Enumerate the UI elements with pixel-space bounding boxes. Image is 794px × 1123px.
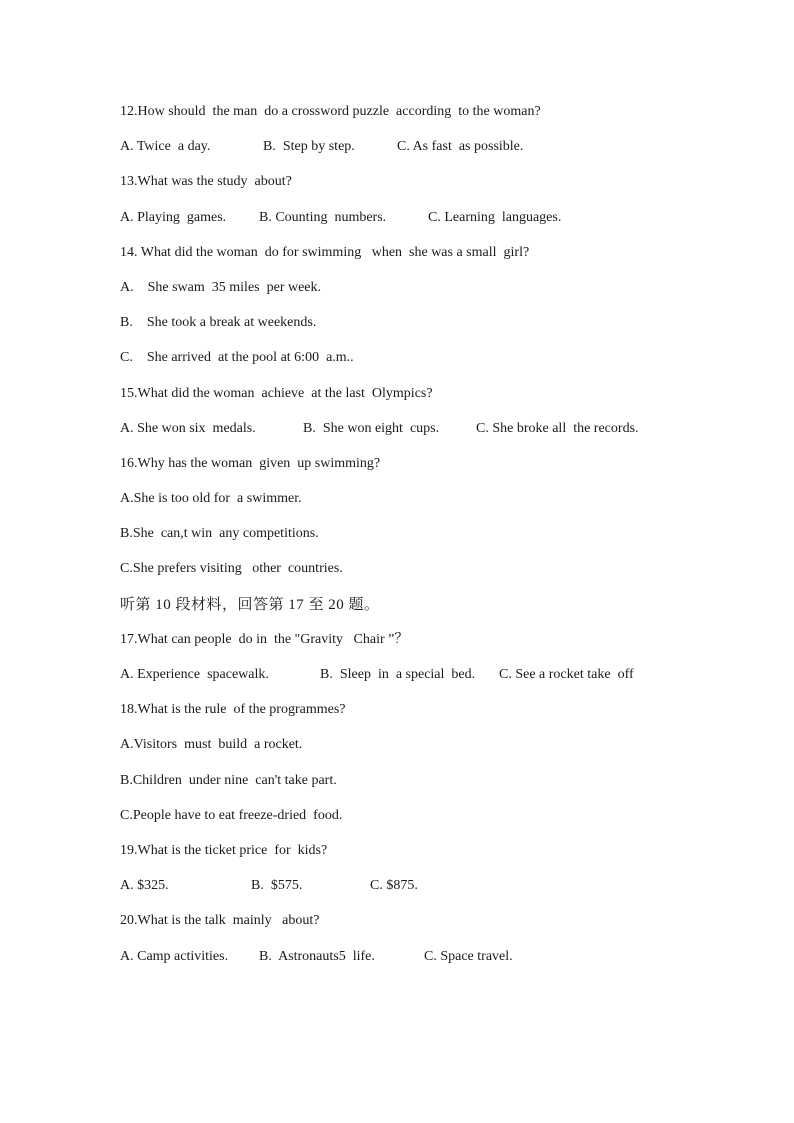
- question-15: 15.What did the woman achieve at the last Olympics?: [120, 385, 433, 401]
- option-20-c: C. Space travel.: [424, 948, 513, 964]
- question-17: 17.What can people do in the "Gravity Chair ”？: [120, 631, 409, 647]
- question-20: 20.What is the talk mainly about?: [120, 913, 320, 929]
- option-16-c: C.She prefers visiting other countries.: [120, 561, 343, 577]
- question-16: 16.Why has the woman given up swimming?: [120, 455, 381, 471]
- options-12: [120, 135, 740, 170]
- option-19-a: A. $325.: [120, 878, 169, 894]
- exam-page: [120, 100, 740, 980]
- question-14: 14. What did the woman do for swimming when she was a small girl?: [120, 244, 530, 260]
- option-16-b: B.She can,t win any competitions.: [120, 526, 319, 542]
- options-17: [120, 663, 740, 698]
- option-20-b: B. Astronauts5 life.: [259, 948, 375, 964]
- options-20: [120, 945, 740, 980]
- option-18-a: A.Visitors must build a rocket.: [120, 737, 303, 753]
- option-18-b: B.Children under nine can't take part.: [120, 772, 337, 788]
- option-17-b: B. Sleep in a special bed.: [320, 667, 476, 682]
- option-13-b: B. Counting numbers.: [259, 209, 387, 225]
- option-12-a: A. Twice a day.: [120, 139, 211, 155]
- option-19-b: B. $575.: [251, 878, 303, 894]
- question-13: 13.What was the study about?: [120, 174, 292, 190]
- option-14-b: B. She took a break at weekends.: [120, 315, 317, 331]
- options-19: [120, 874, 740, 909]
- options-13: [120, 206, 740, 241]
- option-15-b: B. She won eight cups.: [303, 420, 440, 436]
- question-18: 18.What is the rule of the programmes?: [120, 702, 346, 718]
- option-12-b: B. Step by step.: [263, 139, 355, 155]
- option-13-c: C. Learning languages.: [428, 209, 562, 225]
- question-19: 19.What is the ticket price for kids?: [120, 842, 328, 858]
- option-15-c: C. She broke all the records.: [476, 420, 639, 436]
- option-14-a: A. She swam 35 miles per week.: [120, 279, 322, 295]
- option-15-a: A. She won six medals.: [120, 420, 256, 436]
- option-14-c: C. She arrived at the pool at 6:00 a.m..: [120, 350, 354, 366]
- option-17-c: C. See a rocket take off: [499, 667, 634, 682]
- options-15: [120, 417, 740, 452]
- option-18-c: C.People have to eat freeze-dried food.: [120, 807, 343, 823]
- option-19-c: C. $875.: [370, 878, 418, 894]
- option-17-a: A. Experience spacewalk.: [120, 667, 269, 682]
- option-13-a: A. Playing games.: [120, 209, 227, 225]
- question-12: 12.How should the man do a crossword puzzle according to the woman?: [120, 104, 541, 119]
- section-heading: 听第 10 段材料，回答第 17 至 20 题。: [120, 596, 380, 613]
- option-20-a: A. Camp activities.: [120, 948, 229, 964]
- option-12-c: C. As fast as possible.: [397, 139, 524, 155]
- option-16-a: A.She is too old for a swimmer.: [120, 491, 302, 507]
